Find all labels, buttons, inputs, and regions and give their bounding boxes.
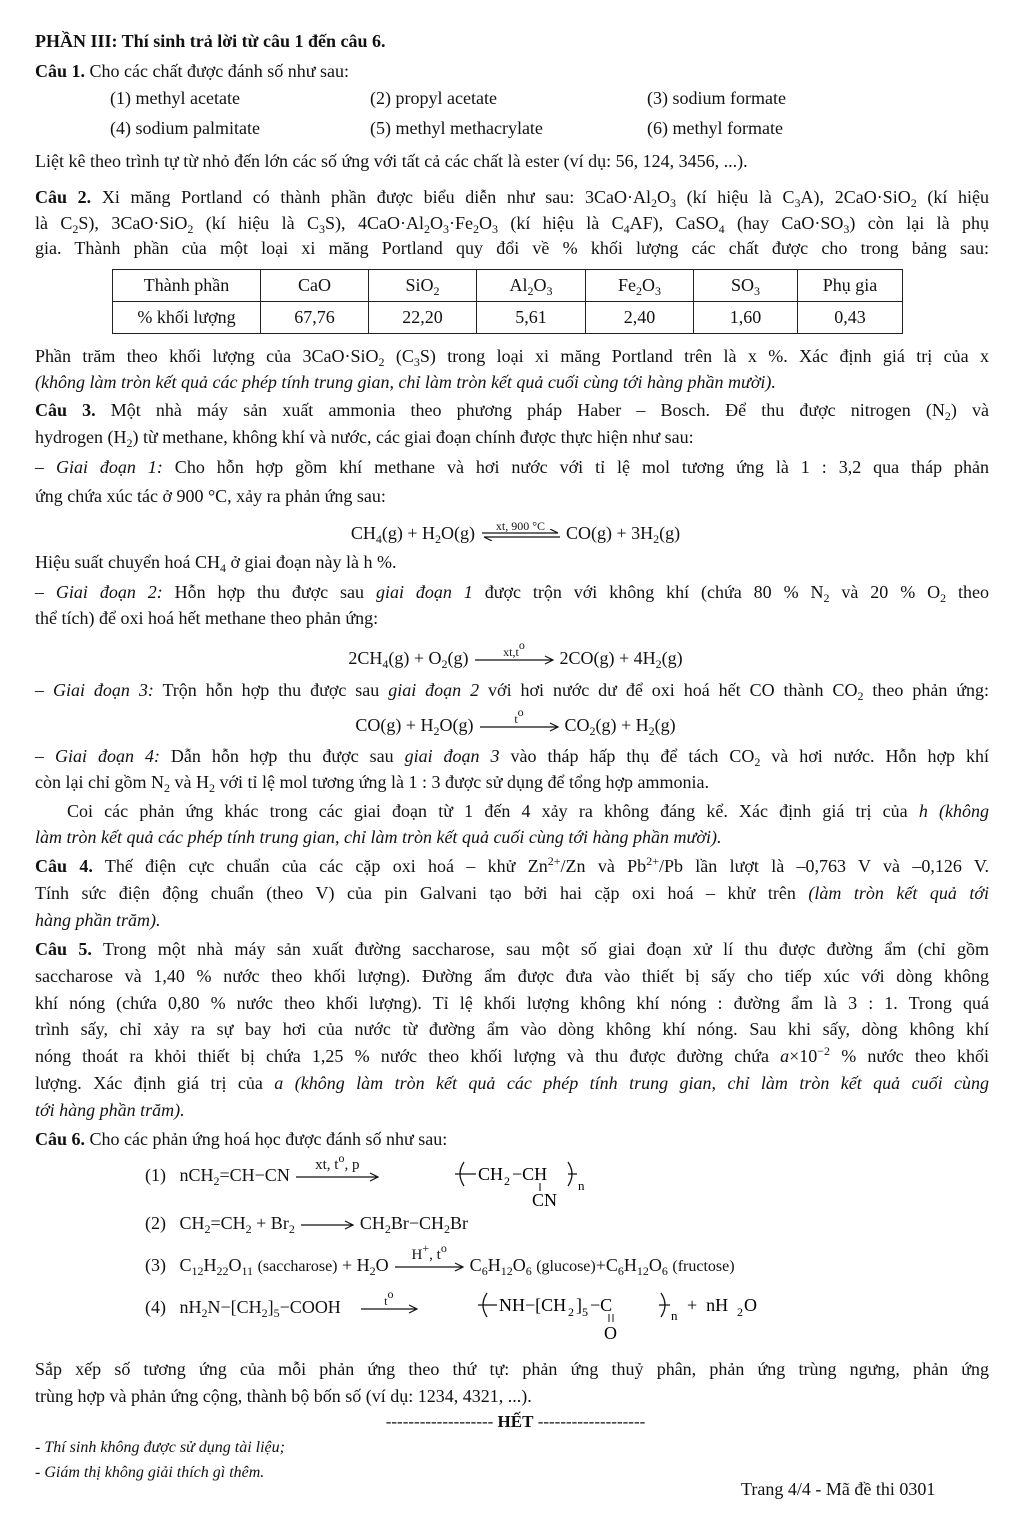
- table-header-cell: Thành phần: [113, 270, 261, 302]
- reaction-arrow: xt, $t^o$, p: [294, 1172, 380, 1182]
- q5-text-7: tới hàng phần trăm).: [35, 1100, 185, 1120]
- q1-item-5: (5) methyl methacrylate: [370, 118, 543, 138]
- footnote-1: - Thí sinh không được sử dụng tài liệu;: [35, 1439, 285, 1456]
- q4-text-2: Tính sức điện động chuẩn (theo V) của pin Galvani tạo bởi hai cặp oxi hoá – khử trên (làm tròn kết quả tới: [35, 883, 989, 903]
- svg-text:O: O: [744, 1295, 757, 1315]
- table-header-cell: $Al_2O_3$: [477, 270, 586, 302]
- svg-text:−C: −C: [590, 1295, 613, 1315]
- table-header-row: [113, 270, 903, 302]
- q3-stage3: – Giai đoạn 3: Trộn hỗn hợp thu được sau giai đoạn 2 với hơi nước dư để oxi hoá hết CO thành $CO_2$ theo phản ứng:: [35, 680, 990, 703]
- equation-2: $2CH_4(g) + O_2(g)$ $xt,t^o$ $2CO(g) + 4H_2(g)$: [348, 637, 683, 671]
- q3-stage1-1: – Giai đoạn 1: Cho hỗn hợp gồm khí methane và hơi nước với tỉ lệ mol tương ứng là 1 : 3,2 qua tháp phản: [35, 457, 990, 477]
- q2-text-5: (không làm tròn kết quả các phép tính trung gian, chỉ làm tròn kết quả cuối cùng tới hàng phần mười).: [35, 372, 776, 392]
- table-row-label: % khối lượng: [113, 302, 261, 334]
- reaction-4: (4) $nH_2N-[CH_2]_5-COOH$ $t^o$: [145, 1296, 419, 1318]
- part-title: PHẦN III: Thí sinh trả lời từ câu 1 đến câu 6.: [35, 31, 386, 51]
- q6-intro: Câu 6. Cho các phản ứng hoá học được đánh số như sau:: [35, 1129, 448, 1149]
- q5-text-1: Câu 5. Trong một nhà máy sản xuất đường saccharose, sau một số giai đoạn xử lí thu được đường ẩm (chỉ gồm: [35, 939, 989, 959]
- reaction-arrow: H+, $t^o$: [393, 1262, 465, 1272]
- svg-text:−CH: −CH: [512, 1164, 548, 1184]
- page-footer: Trang 4/4 - Mã đề thi 0301: [741, 1479, 936, 1499]
- svg-text:n: n: [578, 1178, 585, 1193]
- q5-text-2: saccharose và 1,40 % nước theo khối lượng). Đường ẩm được đưa vào thiết bị sấy cho tiếp xúc với dòng không: [35, 966, 989, 986]
- q1-task: Liệt kê theo trình tự từ nhỏ đến lớn các số ứng với tất cả các chất là ester (ví dụ: 56, 124, 3456, ...).: [35, 151, 748, 171]
- table-cell: 2,40: [586, 302, 694, 334]
- table-header-cell: SiO$_2$: [369, 270, 477, 302]
- svg-text:2: 2: [737, 1305, 743, 1319]
- q1-item-6: (6) methyl formate: [647, 118, 783, 138]
- q5-text-5: nóng thoát ra khỏi thiết bị chứa 1,25 % nước theo khối lượng và thu được đường chứa $a\times 10^{-2}$ % nước theo khối: [35, 1044, 990, 1066]
- q3-stage4-1: – Giai đoạn 4: Dẫn hỗn hợp thu được sau giai đoạn 3 vào tháp hấp thụ để tách $CO_2$ và hơi nước. Hỗn hợp khí: [35, 746, 989, 769]
- nylon-6-structure: [475, 1289, 775, 1345]
- reaction-2: (2) $CH_2=CH_2 + Br_2$ $CH_2Br-CH_2Br$: [145, 1213, 468, 1236]
- table-cell: 5,61: [477, 302, 586, 334]
- q3-text-1: Câu 3. Một nhà máy sản xuất ammonia theo phương pháp Haber – Bosch. Để thu được nitrogen $(N_2)$ và: [35, 400, 989, 423]
- q1-item-3: (3) sodium formate: [647, 88, 786, 108]
- q4-text-3: hàng phần trăm).: [35, 910, 161, 930]
- svg-text:2: 2: [504, 1174, 510, 1188]
- q3-stage2-2: thể tích) để oxi hoá hết methane theo phản ứng:: [35, 608, 379, 628]
- composition-table: [112, 269, 903, 334]
- q3-text-3: Hiệu suất chuyển hoá $CH_4$ ở giai đoạn này là h %.: [35, 552, 397, 575]
- q4-text-1: Câu 4. Thế điện cực chuẩn của các cặp oxi hoá – khử $Zn^{2+}/Zn$ và $Pb^{2+}/Pb$ lần lượt là –0,763 V và –0,126 V.: [35, 854, 990, 876]
- q1-item-4: (4) sodium palmitate: [110, 118, 260, 138]
- reaction-3: (3) $C_{12}H_{22}O_{11}$ (saccharose) + $H_2O$ H+, $t^o$ $C_6H_{12}O_6$ $(glucose)+C_6H_{12}O_6$ (fructose): [145, 1240, 735, 1278]
- svg-text:5: 5: [582, 1305, 588, 1319]
- q2-text-4: Phần trăm theo khối lượng của 3CaO·SiO$_2$ $(C_3S)$ trong loại xi măng Portland trên là x %. Xác định giá trị của x: [35, 346, 990, 369]
- table-header-cell: $Fe_2O_3$: [586, 270, 694, 302]
- svg-text:n: n: [671, 1308, 678, 1323]
- table-header-cell: Phụ gia: [798, 270, 903, 302]
- svg-text:CH: CH: [478, 1164, 504, 1184]
- equilibrium-arrow: xt, 900 °C: [480, 529, 562, 541]
- table-header-cell: CaO: [261, 270, 369, 302]
- q2-text-1: Câu 2. Xi măng Portland có thành phần được biểu diễn như sau: $3CaO\cdot Al_2O_3$ (kí hiệu là $C_3A$), 2CaO·SiO$_2$ (kí hiệu: [35, 187, 989, 210]
- q5-text-6: lượng. Xác định giá trị của a (không làm tròn kết quả các phép tính trung gian, chỉ làm tròn kết quả cuối cùng: [35, 1073, 989, 1093]
- reaction-1: (1) nCH$_2$=CH−CN xt, $t^o$, p: [145, 1164, 380, 1186]
- table-row: [113, 302, 903, 334]
- end-mark: ------------------- HẾT -------------------: [385, 1412, 646, 1431]
- table-header-cell: $SO_3$: [694, 270, 798, 302]
- q3-text-2: hydrogen $(H_2)$ từ methane, không khí và nước, các giai đoạn chính được thực hiện như sau:: [35, 427, 694, 450]
- q2-text-2: là $C_2S$), 3CaO·SiO$_2$ (kí hiệu là $C_3S$), $4CaO\cdot Al_2O_3\cdot Fe_2O_3$ (kí hiệu là $C_4AF$), CaSO$_4$ (hay $CaO\cdot SO_3$) còn lại là phụ: [35, 213, 990, 236]
- svg-text:O: O: [604, 1323, 617, 1343]
- reaction-arrow: $xt,t^o$: [473, 655, 555, 665]
- svg-text:CN: CN: [532, 1190, 558, 1210]
- q3-text-4: Coi các phản ứng khác trong các giai đoạn từ 1 đến 4 xảy ra không đáng kể. Xác định giá trị của h (không: [67, 801, 989, 821]
- q2-text-3: gia. Thành phần của một loại xi măng Portland quy đổi về % khối lượng các chất được cho trong bảng sau:: [35, 238, 989, 258]
- footnote-2: - Giám thị không giải thích gì thêm.: [35, 1464, 265, 1481]
- q3-stage4-2: còn lại chỉ gồm $N_2$ và $H_2$ với tỉ lệ mol tương ứng là 1 : 3 được sử dụng để tổng hợp ammonia.: [35, 772, 710, 795]
- svg-text:NH−[CH: NH−[CH: [499, 1295, 567, 1315]
- reaction-arrow: [299, 1220, 355, 1230]
- q1-item-2: (2) propyl acetate: [370, 88, 497, 108]
- q3-stage1-2: ứng chứa xúc tác ở 900 °C, xảy ra phản ứng sau:: [35, 486, 386, 506]
- table-cell: 0,43: [798, 302, 903, 334]
- q6-task-2: trùng hợp và phản ứng cộng, thành bộ bốn số (ví dụ: 1234, 4321, ...).: [35, 1386, 532, 1406]
- q3-text-5: làm tròn kết quả các phép tính trung gian, chỉ làm tròn kết quả cuối cùng tới hàng phần mười).: [35, 827, 722, 847]
- table-cell: 22,20: [369, 302, 477, 334]
- table-cell: 67,76: [261, 302, 369, 334]
- equation-3: $CO(g) + H_2O(g)$ $t^o$ $CO_2(g) + H_2(g)$: [355, 704, 676, 738]
- equation-1: $CH_4(g) + H_2O(g)$ xt, 900 °C $CO(g) + 3H_2(g)$: [350, 518, 681, 546]
- q1-item-1: (1) methyl acetate: [110, 88, 240, 108]
- reaction-arrow: $t^o$: [359, 1304, 419, 1314]
- q5-text-4: trình sấy, chỉ xảy ra sự bay hơi của nước từ đường ẩm vào dòng không khí nóng. Sau khi sấy, dòng không khí: [35, 1019, 989, 1039]
- svg-text:+ nH: + nH: [687, 1295, 729, 1315]
- q5-text-3: khí nóng (chứa 0,80 % nước theo khối lượng). Tỉ lệ khối lượng không khí nóng : đường ẩm là 3 : 1. Trong quá: [35, 993, 989, 1013]
- table-cell: 1,60: [694, 302, 798, 334]
- q1-intro: Câu 1. Cho các chất được đánh số như sau:: [35, 61, 349, 81]
- q3-stage2-1: – Giai đoạn 2: Hỗn hợp thu được sau giai đoạn 1 được trộn với không khí (chứa 80 % $N_2$ và 20 % $O_2$ theo: [35, 582, 990, 605]
- reaction-arrow: $t^o$: [478, 722, 560, 732]
- svg-text:2: 2: [568, 1305, 574, 1319]
- polyacrylonitrile-structure: [452, 1158, 602, 1218]
- q6-task-1: Sắp xếp số tương ứng của mỗi phản ứng theo thứ tự: phản ứng thuỷ phân, phản ứng trùng ngưng, phản ứng: [35, 1359, 989, 1379]
- svg-text:]: ]: [576, 1295, 582, 1315]
